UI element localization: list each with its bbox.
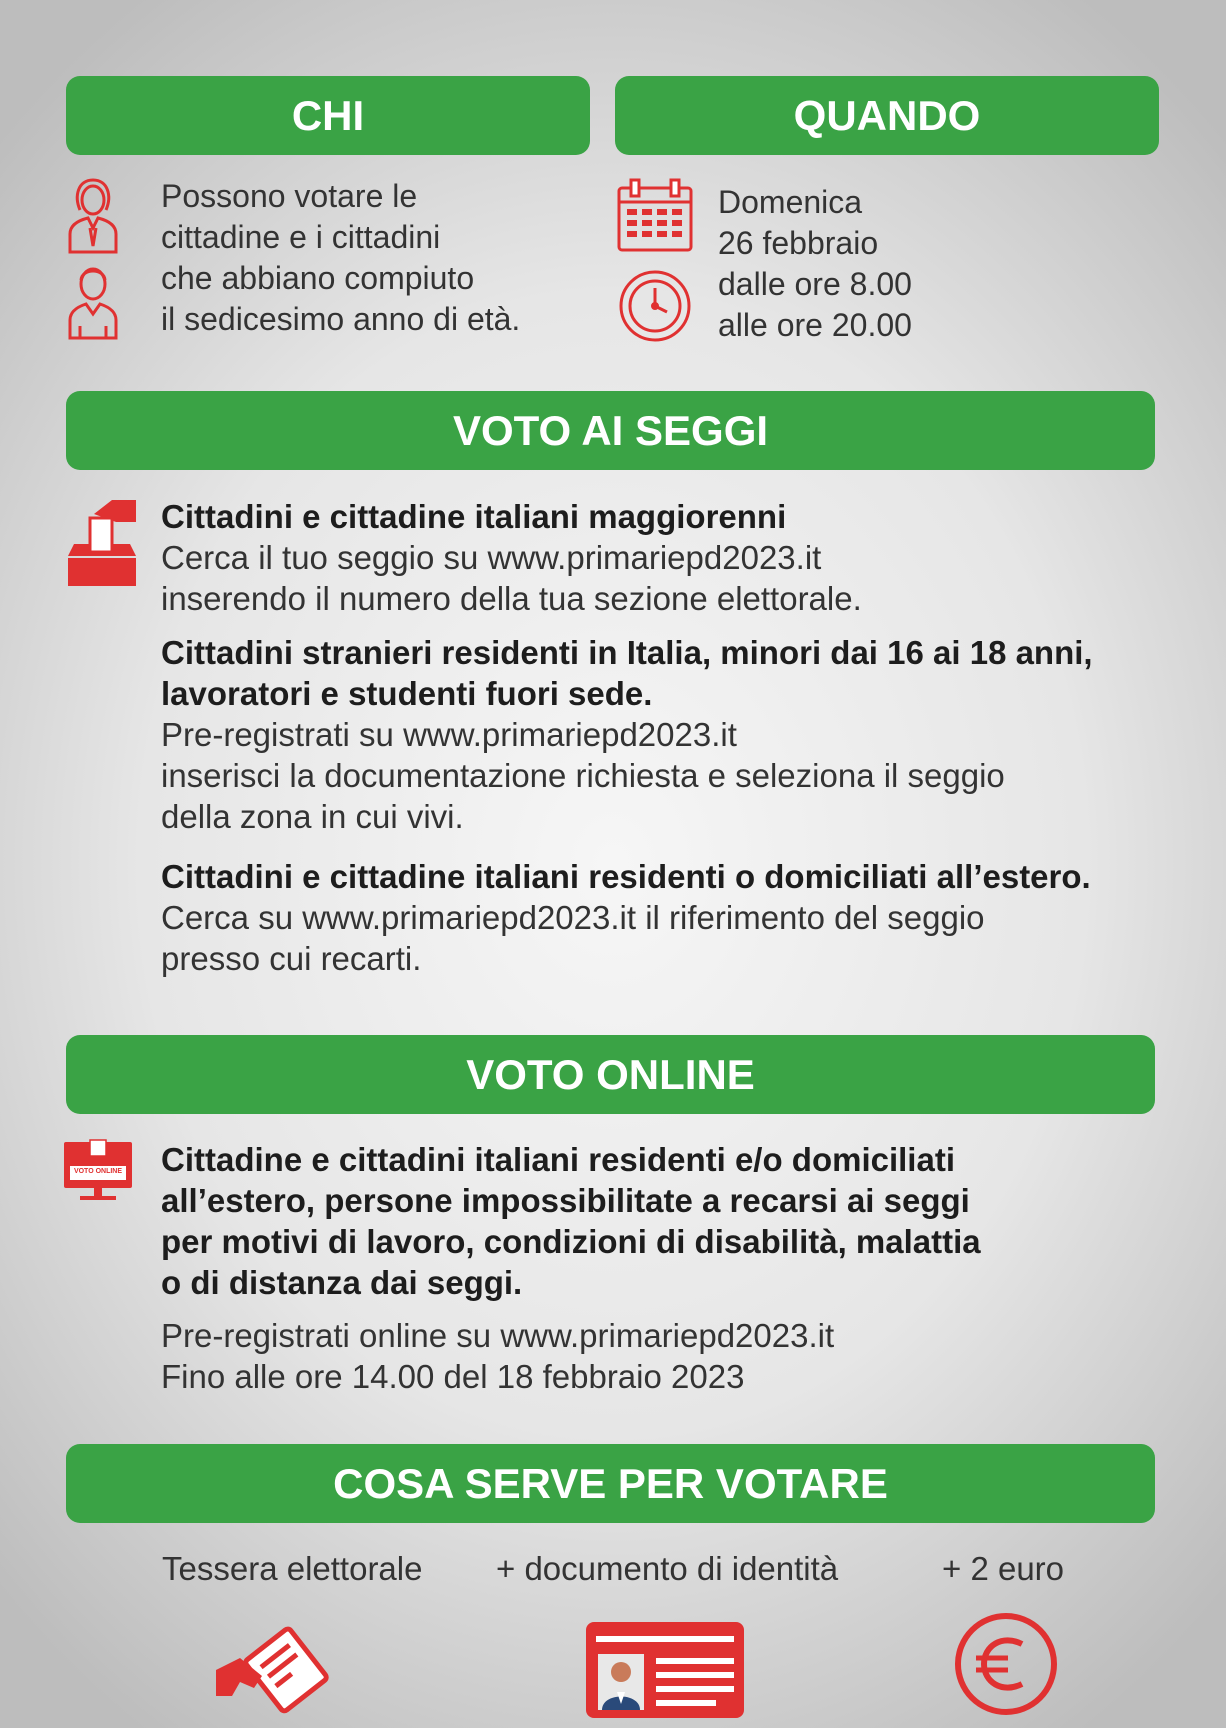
seggi-block3-heading: Cittadini e cittadine italiani residenti o domiciliati all’estero.: [161, 858, 1091, 895]
seggi-line: Cerca il tuo seggio su www.primariepd2023.it: [161, 539, 822, 576]
online-banner: [66, 1035, 1155, 1114]
seggi-banner: [66, 391, 1155, 470]
voter-card-icon: [212, 1618, 332, 1718]
quando-text: [718, 182, 912, 346]
quando-title: QUANDO: [793, 92, 981, 139]
online-heading: per motivi di lavoro, condizioni di disabilità, malattia: [161, 1223, 981, 1260]
serve-title: COSA SERVE PER VOTARE: [333, 1460, 888, 1507]
serve-item-tessera: Tessera elettorale: [162, 1550, 423, 1587]
seggi-line: Pre-registrati su www.primariepd2023.it: [161, 716, 737, 753]
seggi-block2-heading: Cittadini stranieri residenti in Italia, minori dai 16 ai 18 anni,: [161, 634, 1093, 671]
online-heading: Cittadine e cittadini italiani residenti e/o domiciliati: [161, 1141, 955, 1178]
quando-line: alle ore 20.00: [718, 307, 912, 343]
seggi-block2-heading: lavoratori e studenti fuori sede.: [161, 675, 653, 712]
chi-banner: [66, 76, 590, 155]
euro-coin-icon: [954, 1612, 1058, 1716]
serve-item-euro: + 2 euro: [942, 1550, 1065, 1587]
online-line: Pre-registrati online su www.primariepd2023.it: [161, 1317, 835, 1354]
online-heading: all’estero, persone impossibilitate a recarsi ai seggi: [161, 1182, 970, 1219]
quando-line: 26 febbraio: [718, 225, 879, 261]
chi-line: cittadine e i cittadini: [161, 219, 441, 255]
woman-icon: [66, 176, 120, 254]
man-icon: [66, 260, 120, 340]
online-vote-monitor-icon: [62, 1138, 134, 1202]
chi-text: [161, 176, 520, 340]
chi-title: CHI: [291, 92, 365, 139]
online-title: VOTO ONLINE: [466, 1051, 755, 1098]
seggi-block1-heading: Cittadini e cittadine italiani maggiorenni: [161, 498, 787, 535]
serve-banner: [66, 1444, 1155, 1523]
chi-line: Possono votare le: [161, 178, 418, 214]
seggi-line: inserisci la documentazione richiesta e seleziona il seggio: [161, 757, 1005, 794]
chi-line: il sedicesimo anno di età.: [161, 301, 521, 337]
seggi-line: inserendo il numero della tua sezione elettorale.: [161, 580, 862, 617]
seggi-line: Cerca su www.primariepd2023.it il riferimento del seggio: [161, 899, 985, 936]
seggi-line: presso cui recarti.: [161, 940, 422, 977]
seggi-line: della zona in cui vivi.: [161, 798, 464, 835]
quando-line: Domenica: [718, 184, 863, 220]
serve-item-documento: + documento di identità: [496, 1550, 839, 1587]
seggi-block2: [161, 632, 1093, 837]
chi-line: che abbiano compiuto: [161, 260, 475, 296]
seggi-block1: [161, 496, 862, 619]
seggi-block3: [161, 856, 1091, 979]
quando-banner: [615, 76, 1159, 155]
online-text: [161, 1139, 981, 1397]
ballot-box-icon: [64, 496, 140, 588]
online-heading: o di distanza dai seggi.: [161, 1264, 523, 1301]
calendar-icon: [615, 176, 695, 254]
quando-line: dalle ore 8.00: [718, 266, 912, 302]
id-card-icon: [584, 1620, 746, 1720]
online-line: Fino alle ore 14.00 del 18 febbraio 2023: [161, 1358, 745, 1395]
online-icon-text: VOTO ONLINE: [73, 1168, 123, 1175]
seggi-title: VOTO AI SEGGI: [452, 407, 769, 454]
clock-icon: [617, 268, 693, 344]
